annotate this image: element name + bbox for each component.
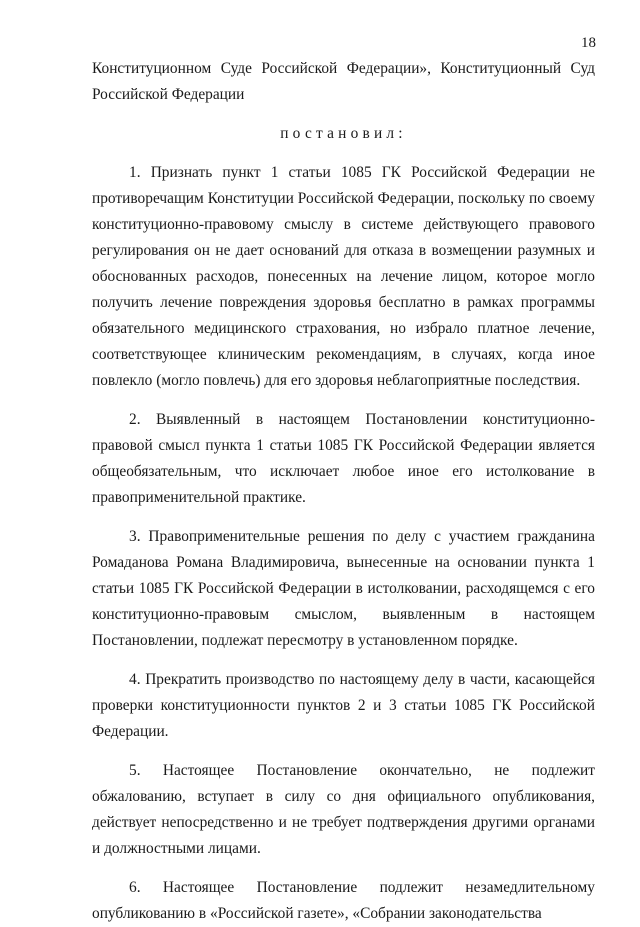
paragraph-3: 3. Правоприменительные решения по делу с участием гражданина Ромаданова Романа Владимировича, вынесенные на основании пункта 1 статьи 1085 ГК Российской Федерации в истолковании, расходящемся с его конституционно-правовым смыслом, выявленным в настоящем Постановлении, подлежат пересмотру в установленном порядке. <box>92 528 595 649</box>
paragraph-6: 6. Настоящее Постановление подлежит незамедлительному опубликованию в «Российской газете», «Собрании законодательства <box>92 879 595 922</box>
paragraph-2: 2. Выявленный в настоящем Постановлении конституционно-правовой смысл пункта 1 статьи 1085 ГК Российской Федерации является общеобязательным, что исключает любое иное его истолкование в правоприменительной практике. <box>92 411 595 506</box>
intro-paragraph: Конституционном Суде Российской Федерации», Конституционный Суд Российской Федерации <box>92 60 595 103</box>
page-number: 18 <box>581 35 596 51</box>
document-body <box>92 56 595 927</box>
paragraph-1: 1. Признать пункт 1 статьи 1085 ГК Российской Федерации не противоречащим Конституции Российской Федерации, поскольку по своему конституционно-правовому смыслу в системе действующего правового регулирования он не дает оснований для отказа в возмещении разумных и обоснованных расходов, понесенных на лечение лицом, которое могло получить лечение повреждения здоровья бесплатно в рамках программы обязательного медицинского страхования, но избрало платное лечение, соответствующее клиническим рекомендациям, в случаях, когда иное повлекло (могло повлечь) для его здоровья неблагоприятные последствия. <box>92 164 595 389</box>
decree-heading: постановил: <box>280 125 407 142</box>
paragraph-4: 4. Прекратить производство по настоящему делу в части, касающейся проверки конституционности пунктов 2 и 3 статьи 1085 ГК Российской Федерации. <box>92 671 595 740</box>
paragraph-5: 5. Настоящее Постановление окончательно, не подлежит обжалованию, вступает в силу со дня официального опубликования, действует непосредственно и не требует подтверждения другими органами и должностными лицами. <box>92 762 595 857</box>
